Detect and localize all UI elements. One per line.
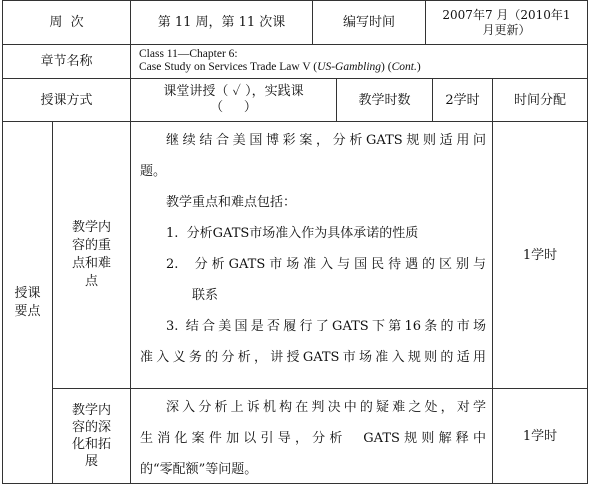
week-value-text: 第 11 周，第 11 次课 [157,15,286,30]
hours-value-text: 2学时 [445,92,480,108]
section1-item3-cont: 准入义务的分析，讲授GATS市场准入规则的适用 [140,350,486,365]
section2-label-line4: 展 [84,454,98,469]
section2-label-line3: 化和拓 [71,437,111,452]
week-label-text: 周 次 [49,15,84,30]
method-line1: 课堂讲授（ ✓ ），实践课 [163,84,304,99]
section2-para1: 深入分析上诉机构在判决中的疑难之处，对学 [166,400,486,415]
section2-label [53,389,130,483]
chapter-line2-prefix: Case Study on Services Trade Law V ( [139,61,318,73]
chapter-line2-suffix: ) [416,61,421,73]
chapter-line1: Class 11—Chapter 6: [139,48,238,60]
section1-label-line4: 点 [84,274,98,289]
section2-label-line2: 容的深 [71,420,111,435]
method-value [131,79,336,121]
section1-label-line3: 点和难 [71,256,111,271]
key-points-line1: 授课 [14,286,41,301]
hours-value [433,79,492,121]
hours-label [337,79,432,121]
date-value-line1: 2007年7 月（2010年1 [442,7,571,22]
chapter-line2-mid: ) ( [381,61,392,73]
alloc-label [493,79,587,121]
section1-label [53,122,130,388]
section1-label-line2: 容的重 [71,238,111,253]
date-value-line2: 月更新） [482,22,531,37]
section1-time [493,122,587,388]
method-line2: （ ） [210,100,257,115]
section2-time [493,389,587,483]
section2-para2: 生消化案件加以引导，分析 GATS规则解释中 [140,431,486,446]
section2-para3: 的“零配额”等问题。 [140,462,258,477]
table-border-right [587,0,588,484]
section1-time-text: 1学时 [522,247,558,263]
section1-para1-cont: 题。 [140,164,167,179]
section2-time-text: 1学时 [522,428,558,444]
date-label-text: 编写时间 [342,15,395,30]
chapter-label [3,45,130,78]
section1-para1: 继续结合美国博彩案，分析GATS规则适用问 [166,133,486,148]
chapter-case-name: US-Gambling [317,61,382,73]
chapter-title [131,45,587,78]
section1-item2-cont: 联系 [192,288,219,303]
chapter-line2 [139,61,421,74]
section1-para2: 教学重点和难点包括： [166,195,297,210]
section1-item1: 1. 分析GATS市场准入作为具体承诺的性质 [166,226,419,241]
week-value [131,1,312,44]
alloc-label-text: 时间分配 [513,92,566,108]
key-points-line2: 要点 [14,304,41,319]
date-value [426,1,587,44]
section1-item3: 3. 结合美国是否履行了GATS下第16条的市场 [166,319,486,334]
chapter-label-text: 章节名称 [40,54,93,69]
method-label-text: 授课方式 [40,92,93,108]
key-points-label [3,122,52,484]
method-label [3,79,130,121]
week-label [3,1,130,44]
section1-item2: 2. 分析GATS市场准入与国民待遇的区别与 [166,257,486,272]
section2-label-line1: 教学内 [71,403,111,418]
hours-label-text: 教学时数 [358,92,411,108]
chapter-cont: Cont. [391,61,417,73]
section1-content [140,125,486,373]
section2-content [140,392,486,485]
section1-label-line1: 教学内 [71,220,111,235]
date-label [313,1,425,44]
